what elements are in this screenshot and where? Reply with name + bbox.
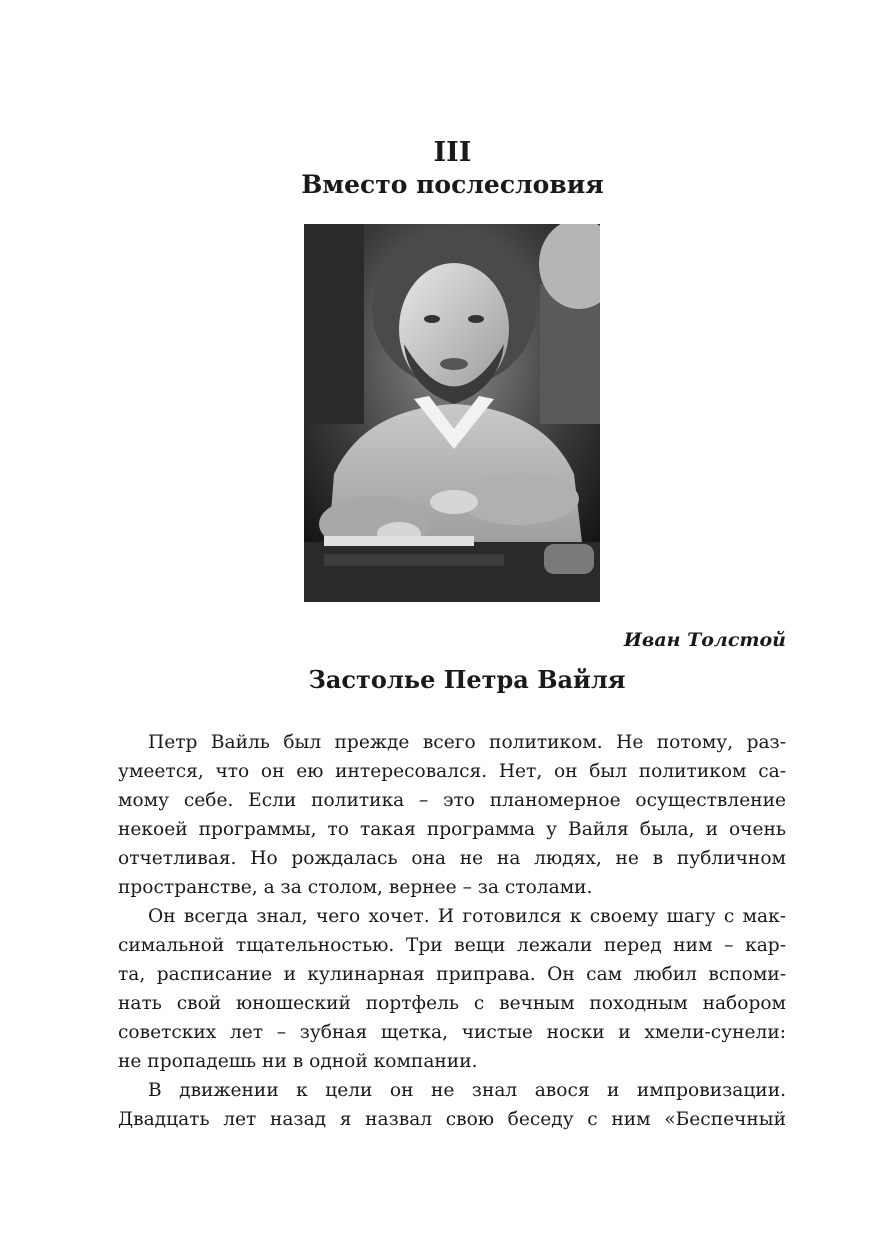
part-title: Вместо послесловия [301,170,604,199]
portrait-photo [304,224,600,602]
text-line: та, расписание и кулинарная приправа. Он сам любил вспоми- [118,964,786,985]
part-number: III [433,137,472,168]
text-line: Двадцать лет назад я назвал свою беседу с ним «Беспечный [118,1109,786,1130]
text-line: В движении к цели он не знал авося и импровизации. [148,1080,786,1101]
text-line: мому себе. Если политика – это планомерное осуществление [118,790,786,811]
author-name: Иван Толстой [623,629,786,651]
text-line: некоей программы, то такая программа у Вайля была, и очень [118,819,786,840]
text-line: нать свой юношеский портфель с вечным походным набором [118,993,786,1014]
text-line: не пропадешь ни в одной компании. [118,1051,478,1072]
portrait-illustration [304,224,600,602]
text-line: пространстве, а за столом, вернее – за столами. [118,877,593,898]
text-line: умеется, что он ею интересовался. Нет, он был политиком са- [118,761,786,782]
body-text [118,728,786,1134]
text-line: советских лет – зубная щетка, чистые носки и хмели-сунели: [118,1022,786,1043]
text-line: Петр Вайль был прежде всего политиком. Не потому, раз- [148,732,786,753]
text-line: отчетливая. Но рождалась она не на людях, не в публичном [118,848,786,869]
text-line: симальной тщательностью. Три вещи лежали перед ним – кар- [118,935,786,956]
essay-title: Застолье Петра Вайля [308,665,626,694]
text-line: Он всегда знал, чего хочет. И готовился к своему шагу с мак- [148,906,786,927]
